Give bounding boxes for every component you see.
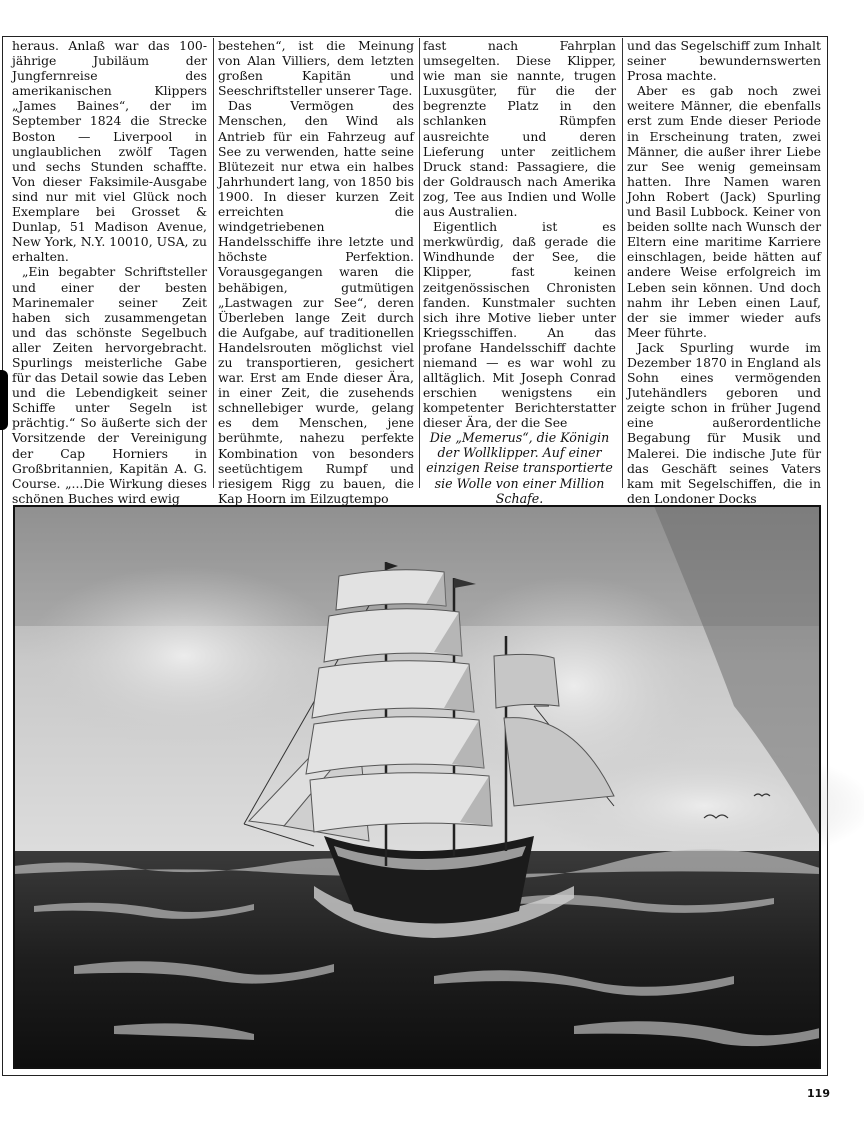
- painting-illustration: [14, 506, 820, 1068]
- text-column-3: [423, 38, 616, 431]
- column-rule: [213, 38, 214, 488]
- text-column-1: [12, 38, 207, 506]
- column-rule: [622, 38, 623, 488]
- scan-edge-mark: [0, 370, 8, 430]
- column-rule: [419, 38, 420, 488]
- paragraph: bestehen“, ist die Meinung von Alan Villiers, dem letzten großen Kapitän und Seeschriftsteller unserer Tage.: [218, 38, 414, 99]
- paragraph: Eigentlich ist es merkwürdig, daß gerade die Windhunde der See, die Klipper, fast keinen zeitgenössischen Chronisten fanden. Kunstmaler suchten sich ihre Motive lieber unter Kriegsschiffen. An das profane Handelsschiff dachte niemand — es war wohl zu alltäglich. Mit Joseph Conrad erschien wenigstens ein kompetenter Berichterstatter dieser Ära, der die See: [423, 219, 616, 431]
- text-column-2: [218, 38, 414, 506]
- page-number: 119: [807, 1087, 830, 1100]
- clipper-ship-painting: [14, 506, 820, 1068]
- text-column-4: [627, 38, 821, 506]
- paragraph: fast nach Fahrplan umsegelten. Diese Klipper, wie man sie nannte, trugen Luxusgüter, für die der begrenzte Platz in den schlanken Rümpfen ausreichte und deren Lieferung unter zeitlichem Druck stand: Passagiere, die der Goldrausch nach Amerika zog, Tee aus Indien und Wolle aus Australien.: [423, 38, 616, 220]
- paragraph: Jack Spurling wurde im Dezember 1870 in England als Sohn eines vermögenden Jutehändlers geboren und zeigte schon in früher Jugend eine außerordentliche Begabung für Musik und Malerei. Die indische Jute für das Geschäft seines Vaters kam mit Segelschiffen, die in den Londoner Docks: [627, 339, 821, 506]
- paragraph: und das Segelschiff zum Inhalt seiner bewundernswerten Prosa machte.: [627, 38, 821, 84]
- paragraph: Das Vermögen des Menschen, den Wind als Antrieb für ein Fahrzeug auf See zu verwenden, hatte seine Blütezeit nur etwa ein halbes Jahrhundert lang, von 1850 bis 1900. In dieser kurzen Zeit erreichten die windgetriebenen Handelsschiffe ihre letzte und höchste Perfektion. Vorausgegangen waren die behäbigen, gutmütigen „Lastwagen zur See“, deren Überleben lange Zeit durch die Aufgabe, auf traditionellen Handelsrouten möglichst viel zu transportieren, gesichert war. Erst am Ende dieser Ära, in einer Zeit, die zusehends schnellebiger wurde, gelang es dem Menschen, jene berühmte, nahezu perfekte Kombination von besonders seetüchtigem Rumpf und riesigem Rigg zu bauen, die Kap Hoorn im Eilzugtempo: [218, 98, 414, 506]
- paragraph: heraus. Anlaß war das 100-jährige Jubiläum der Jungfernreise des amerikanischen Klippers „James Baines“, der im September 1824 die Strecke Boston — Liverpool in unglaublichen zwölf Tagen und sechs Stunden schaffte. Von dieser Faksimile-Ausgabe sind nur mit viel Glück noch Exemplare bei Grosset & Dunlap, 51 Madison Avenue, New York, N.Y. 10010, USA, zu erhalten.: [12, 38, 207, 265]
- paragraph: „Ein begabter Schriftsteller und einer der besten Marinemaler seiner Zeit haben sich zusammengetan und das schönste Segelbuch aller Zeiten hervorgebracht. Spurlings meisterliche Gabe für das Detail sowie das Leben und die Lebendigkeit seiner Schiffe unter Segeln ist prächtig.“ So äußerte sich der Vorsitzende der Vereinigung der Cap Horniers in Großbritannien, Kapitän A. G. Course. „...Die Wirkung dieses schönen Buches wird ewig: [12, 264, 207, 506]
- paragraph: Aber es gab noch zwei weitere Männer, die ebenfalls erst zum Ende dieser Periode in Erscheinung traten, zwei Männer, die außer ihrer Liebe zur See wenig gemeinsam hatten. Ihre Namen waren John Robert (Jack) Spurling und Basil Lubbock. Keiner von beiden sollte nach Wunsch der Eltern eine maritime Karriere einschlagen, beide hätten auf andere Weise erfolgreich im Leben sein können. Und doch nahm ihr Leben einen Lauf, der sie immer wieder aufs Meer führte.: [627, 83, 821, 340]
- image-caption: Die „Memerus“, die Königin der Wollklipper. Auf einer einzigen Reise transportierte sie Wolle von einer Million Schafe.: [426, 430, 613, 506]
